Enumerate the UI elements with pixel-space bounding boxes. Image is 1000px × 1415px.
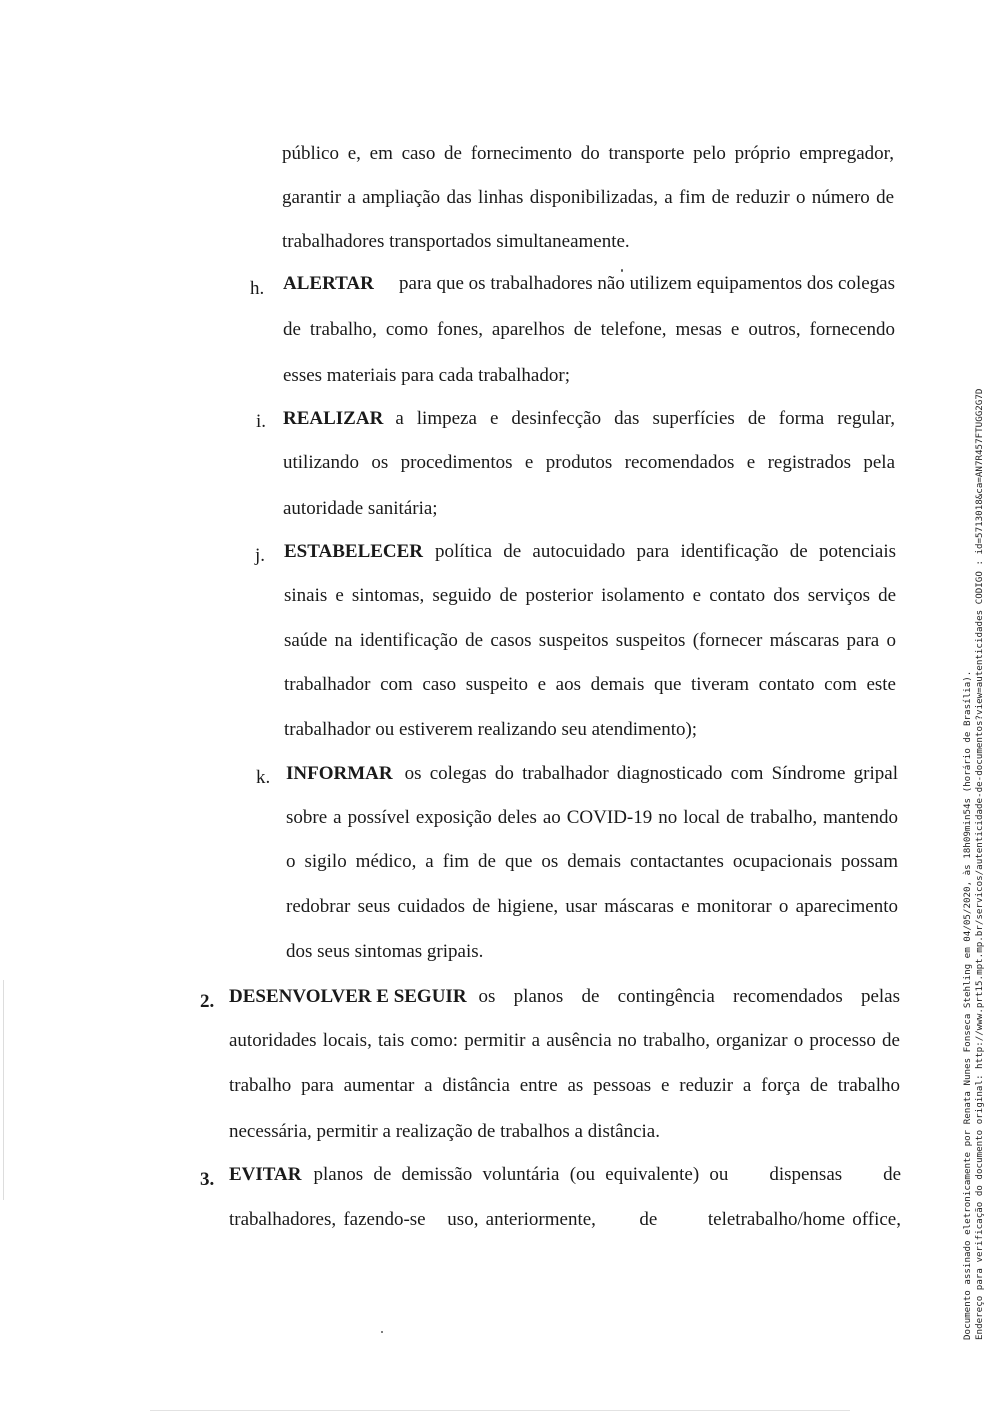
body-line: trabalho para aumentar a distância entre as pessoas e reduzir a força de trabalho <box>229 1075 900 1096</box>
list-item-j-first-line <box>284 540 896 564</box>
body-line: de trabalho, como fones, aparelhos de telefone, mesas e outros, fornecendo <box>283 319 895 340</box>
body-line: esses materiais para cada trabalhador; <box>283 365 570 386</box>
body-line: redobrar seus cuidados de higiene, usar máscaras e monitorar o aparecimento <box>286 896 898 917</box>
keyword-estabelecer: ESTABELECER <box>284 541 424 562</box>
body-line: o sigilo médico, a fim de que os demais contactantes ocupacionais possam <box>286 851 898 872</box>
scan-edge-line <box>3 980 4 1200</box>
body-line-text: política de autocuidado para identificação de potenciais <box>435 541 896 562</box>
keyword-evitar: EVITAR <box>229 1164 302 1185</box>
body-line: sinais e sintomas, seguido de posterior isolamento e contato dos serviços de <box>284 585 896 606</box>
body-line: dos seus sintomas gripais. <box>286 941 484 962</box>
body-line: utilizando os procedimentos e produtos recomendados e registrados pela <box>283 452 895 473</box>
body-line-text: planos de demissão voluntária (ou equivalente) ou dispensas de <box>313 1164 901 1185</box>
keyword-realizar: REALIZAR <box>283 408 384 429</box>
stamp-line-1: Documento assinado eletronicamente por Renata Nunes Fonseca Stehling em 04/05/2020, às 18h09min54s (horário de Brasília). <box>962 670 973 1340</box>
scan-edge-line <box>150 1410 850 1411</box>
scan-speck <box>381 1331 383 1333</box>
body-line-text: os colegas do trabalhador diagnosticado com Síndrome gripal <box>404 763 898 784</box>
list-marker-3: 3. <box>200 1169 215 1190</box>
list-item-h-first-line <box>283 272 895 296</box>
body-line-text: os planos de contingência recomendados pelas <box>478 986 900 1007</box>
keyword-desenvolver-e-seguir: DESENVOLVER E SEGUIR <box>229 986 467 1007</box>
body-line: trabalhadores transportados simultaneamente. <box>282 231 630 252</box>
list-marker-i: i. <box>256 411 267 432</box>
body-line: autoridades locais, tais como: permitir a ausência no trabalho, organizar o processo de <box>229 1030 900 1051</box>
keyword-alertar: ALERTAR <box>283 273 374 294</box>
body-line: trabalhador com caso suspeito e aos demais que tiveram contato com este <box>284 674 896 695</box>
body-line-text: para que os trabalhadores não utilizem equipamentos dos colegas <box>399 273 895 294</box>
body-line: saúde na identificação de casos suspeitos suspeitos (fornecer máscaras para o <box>284 630 896 651</box>
list-marker-h: h. <box>250 278 265 299</box>
list-item-i-first-line <box>283 407 895 431</box>
list-marker-2: 2. <box>200 991 215 1012</box>
body-line: autoridade sanitária; <box>283 498 438 519</box>
authentication-stamp <box>962 389 986 1340</box>
body-line: trabalhadores, fazendo-se uso, anteriormente, de teletrabalho/home office, <box>229 1209 901 1230</box>
body-line: garantir a ampliação das linhas disponibilizadas, a fim de reduzir o número de <box>282 187 894 208</box>
list-marker-j: j. <box>255 545 266 566</box>
body-line: público e, em caso de fornecimento do transporte pelo próprio empregador, <box>282 143 894 164</box>
keyword-informar: INFORMAR <box>286 763 393 784</box>
body-line-text: a limpeza e desinfecção das superfícies de forma regular, <box>395 408 895 429</box>
stamp-line-2: Endereço para verificação do documento original: http://www.prt15.mpt.mp.br/servicos/autenticidade-de-documentos?view=autenticidades CODIGO : id=5713018&ca=AN7R457FTUGG2G7D <box>974 388 985 1340</box>
body-line: sobre a possível exposição deles ao COVID-19 no local de trabalho, mantendo <box>286 807 898 828</box>
list-item-k-first-line <box>286 762 898 786</box>
list-item-3-first-line <box>229 1163 901 1187</box>
list-item-2-first-line <box>229 985 900 1009</box>
body-line: trabalhador ou estiverem realizando seu atendimento); <box>284 719 698 740</box>
list-marker-k: k. <box>256 767 271 788</box>
body-line: necessária, permitir a realização de trabalhos a distância. <box>229 1121 660 1142</box>
